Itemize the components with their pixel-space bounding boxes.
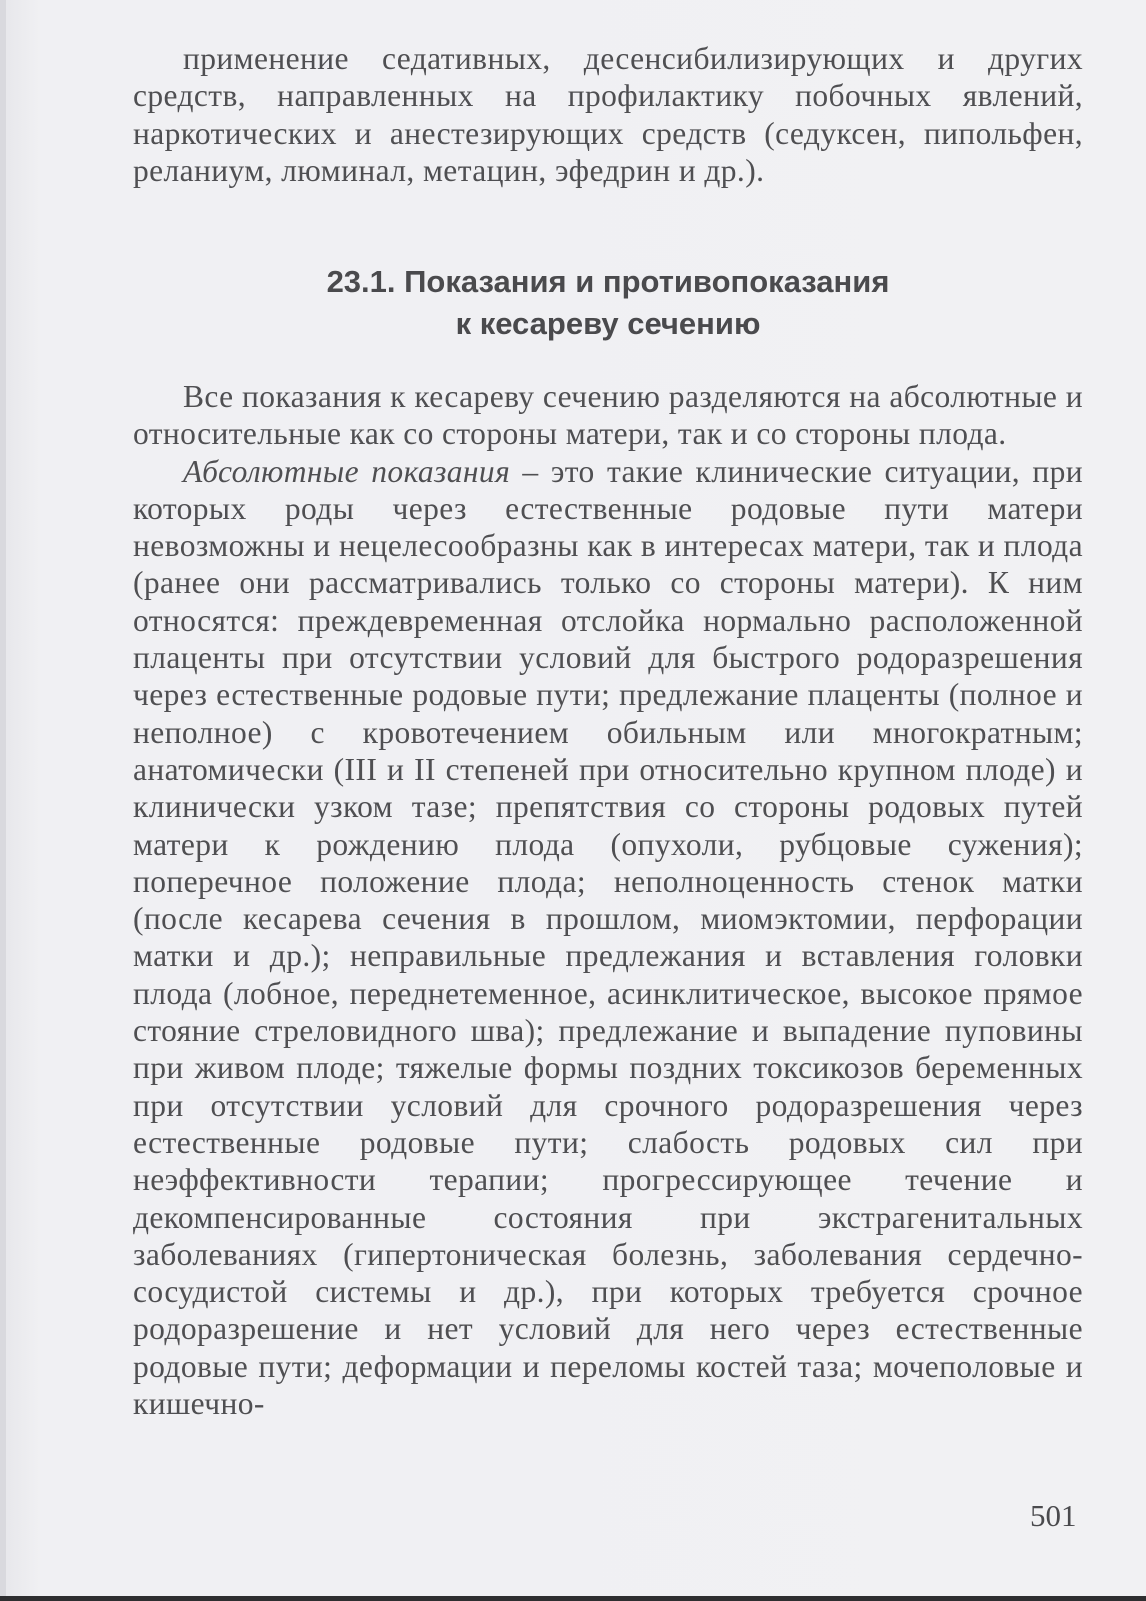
- section-heading-line2: к кесареву сечению: [455, 306, 761, 341]
- section-heading-line1: 23.1. Показания и противопоказания: [326, 264, 890, 299]
- section-heading: [133, 261, 1083, 345]
- absolute-indications-term: Абсолютные показания: [183, 453, 511, 489]
- page-number: 501: [1030, 1498, 1077, 1533]
- scan-edge: [0, 0, 6, 1601]
- absolute-indications-paragraph: [133, 453, 1083, 1423]
- absolute-indications-text: – это такие клинические ситуации, при которых роды через естественные родовые пути матери невозможны и нецелесообразны как в интересах матери, так и плода (ранее они рассматривались только со стороны матери). К ним относятся: преждевременная отслойка нормально расположенной плаценты при отсутствии условий для быстрого родоразрешения через естественные родовые пути; предлежание плаценты (полное и неполное) с кровотечением обильным или многократным; анатомически (III и II степеней при относительно крупном плоде) и клинически узком тазе; препятствия со стороны родовых путей матери к рождению плода (опухоли, рубцовые сужения); поперечное положение плода; неполноценность стенок матки (после кесарева сечения в прошлом, миомэктомии, перфорации матки и др.); неправильные предлежания и вставления головки плода (лобное, переднетеменное, асинклитическое, высокое прямое стояние стреловидного шва); предлежание и выпадение пуповины при живом плоде; тяжелые формы поздних токсикозов беременных при отсутствии условий для срочного родоразрешения через естественные родовые пути; слабость родовых сил при неэффективности терапии; прогрессирующее течение и декомпенсированные состояния при экстрагенитальных заболеваниях (гипертоническая болезнь, заболевания сердечно-сосудистой системы и др.), при которых требуется срочное родоразрешение и нет условий для него через естественные родовые пути; деформации и переломы костей таза; мочеполовые и кишечно-: [133, 453, 1084, 1422]
- classification-paragraph: Все показания к кесареву сечению разделяются на абсолютные и относительные как со стороны матери, так и со стороны плода.: [133, 379, 1083, 452]
- main-text-block: [133, 378, 1083, 1422]
- scan-bottom-edge: [0, 1596, 1146, 1601]
- intro-text-block: [133, 40, 1083, 189]
- intro-paragraph: применение седативных, десенсибилизирующих и других средств, направленных на профилактику побочных явлений, наркотических и анестезирующих средств (седуксен, пипольфен, реланиум, люминал, метацин, эфедрин и др.).: [133, 41, 1083, 188]
